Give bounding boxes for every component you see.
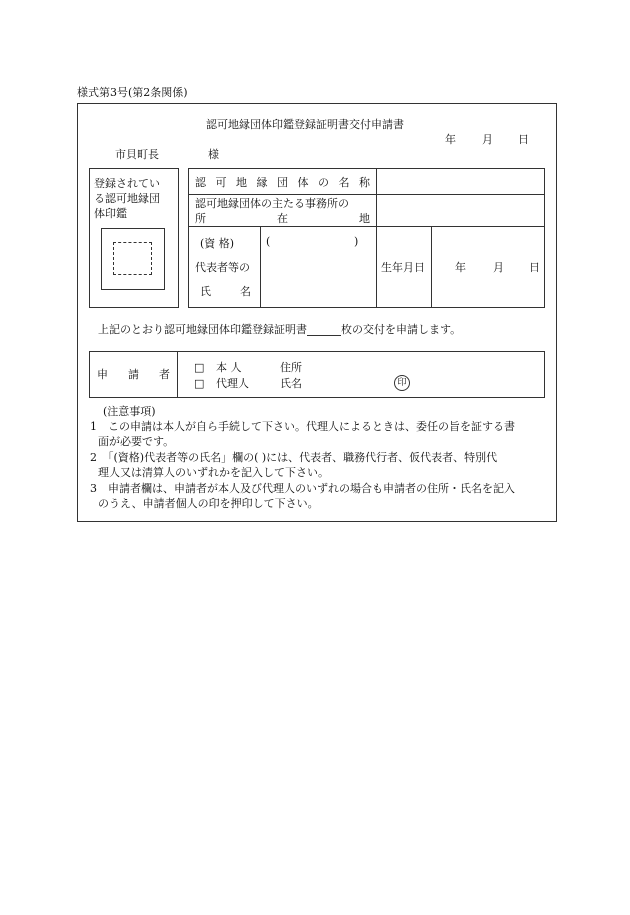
note-2-line1: 2 「(資格)代表者等の氏名」欄の( )には、代表者、職務代行者、仮代表者、特別代: [90, 451, 498, 464]
applicant-name-field[interactable]: [310, 374, 390, 390]
name-label: 氏名: [280, 377, 302, 390]
seal-impression-area: [113, 242, 152, 275]
office-address-field[interactable]: [378, 196, 542, 225]
rep-qualification-label: (資 格): [200, 237, 235, 250]
self-checkbox[interactable]: □: [194, 361, 205, 374]
seal-label-line2: る認可地縁団: [94, 192, 160, 205]
form-title: 認可地縁団体印鑑登録証明書交付申請書: [206, 118, 404, 131]
agent-label: 代理人: [216, 377, 249, 390]
note-1-line2: 面が必要です。: [98, 435, 175, 448]
seal-mark: 印: [394, 375, 410, 391]
rep-name-field[interactable]: [262, 228, 375, 306]
honorific: 様: [208, 148, 219, 161]
group-name-field[interactable]: [378, 170, 542, 193]
birth-day: 日: [529, 261, 540, 274]
rep-paren-close: ): [354, 235, 359, 248]
note-2-line2: 理人又は清算人のいずれかを記入して下さい。: [98, 466, 329, 479]
date-month: 月: [482, 133, 493, 146]
office-label-line2: 所 在 地: [195, 212, 370, 225]
note-1-line1: 1 この申請は本人が自ら手続して下さい。代理人によるときは、委任の旨を証する書: [90, 420, 515, 433]
birth-date-field[interactable]: [433, 228, 542, 306]
self-label: 本 人: [216, 361, 242, 374]
request-sentence: 上記のとおり認可地縁団体印鑑登録証明書 枚の交付を申請します。: [98, 323, 462, 336]
applicant-label: 申 請 者: [97, 368, 170, 381]
birth-date-label: 生年月日: [381, 261, 425, 274]
seal-label-line1: 登録されてい: [94, 177, 160, 190]
group-name-label: 認 可 地 縁 団 体 の 名 称: [195, 176, 370, 189]
office-label-line1: 認可地縁団体の主たる事務所の: [195, 197, 349, 210]
rep-label: 代表者等の: [195, 261, 250, 274]
applicant-address-field[interactable]: [310, 357, 538, 373]
birth-year: 年: [455, 261, 466, 274]
addressee: 市貝町長: [115, 148, 159, 161]
rep-name-b: 名: [240, 285, 251, 298]
date-day: 日: [518, 133, 529, 146]
address-label: 住所: [280, 361, 302, 374]
rep-paren-open: (: [266, 235, 271, 248]
note-3-line2: のうえ、申請者個人の印を押印して下さい。: [98, 497, 319, 510]
birth-month: 月: [493, 261, 504, 274]
note-3-line1: 3 申請者欄は、申請者が本人及び代理人のいずれの場合も申請者の住所・氏名を記入: [90, 482, 515, 495]
date-year: 年: [445, 133, 456, 146]
copies-blank[interactable]: [307, 324, 341, 336]
agent-checkbox[interactable]: □: [194, 377, 205, 390]
rep-name-a: 氏: [200, 285, 211, 298]
notes-heading: (注意事項): [103, 405, 156, 418]
form-number: 様式第3号(第2条関係): [77, 86, 188, 99]
seal-label-line3: 体印鑑: [94, 207, 127, 220]
